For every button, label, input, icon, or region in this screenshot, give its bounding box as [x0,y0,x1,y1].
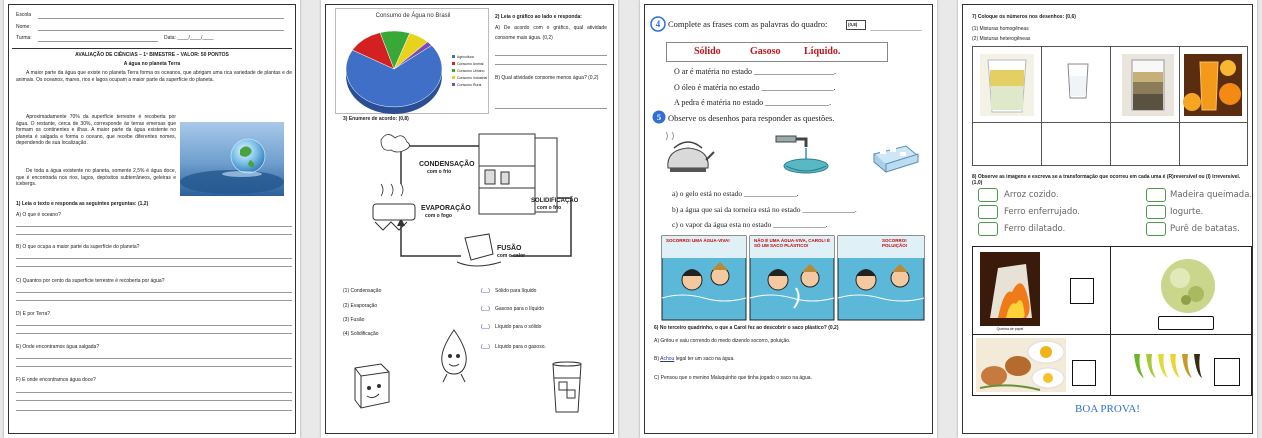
orange-juice-image [1184,54,1242,116]
option-rusted-iron: Ferro enferrujado. [1004,207,1080,217]
ice-cube-character-image [349,360,393,416]
legend-swatch [452,62,455,65]
legend-item [452,74,492,81]
name-label: Nome: [16,24,31,30]
word-solid: Sólido [694,46,721,57]
question-6c: C) Pensou que o menino Maluquinho que tinha jogado o saco na água. [654,375,812,381]
answer-line-1f-3[interactable] [16,410,292,411]
label-solidification: SOLIDIFICAÇÃO [531,198,579,204]
chart-legend [452,53,492,88]
question-7-option-1: (1) Misturas homogêneas [972,26,1029,32]
question-5: Observe os desenhos para responder as questões. [668,113,835,123]
exam-title: AVALIAÇÃO DE CIÊNCIAS – 1º BIMESTRE – VALOR: 50 PONTOS [75,52,229,58]
question-8: 8) Observe as imagens e escreva se a transformação que ocorreu em cada uma é (R)reversível ou (I) irreversível. (1,0) [972,174,1241,186]
legend-item [452,60,492,67]
question-1a: A) O que é oceano? [16,212,61,218]
checkbox-rice[interactable] [978,188,998,202]
paragraph-2: Aproximadamente 70% da superfície terrestre é recoberta por água. O restante, cerca de 30%, corresponde às terras emersas que formam os continentes e ilhas. A maior parte da água existente no planeta é salgada e forma o oceano, que recebe diferentes nomes, dependendo de sua localização. [16,114,176,147]
match-row-3: Líquido para o sólido [495,324,542,330]
answer-line-2b[interactable] [495,108,607,109]
question-4-rule [870,30,922,31]
match-row-2: Gasoso para o líquido [495,306,544,312]
header-divider [12,48,292,49]
option-3: (3) Fusão [343,317,365,323]
question-1e: E) Onde encontramos água salgada? [16,344,100,350]
page-2 [321,0,618,438]
answer-line-1e-1[interactable] [16,358,292,359]
word-liquid: Líquido. [804,46,841,57]
class-label: Turma: [16,35,32,41]
match-blank-1[interactable]: (__) [481,288,490,294]
question-6b [654,356,735,362]
answer-line-1a-1[interactable] [16,226,292,227]
answer-line-1e-2[interactable] [16,366,292,367]
match-row-4: Líquido para o gasoso. [495,344,546,350]
water-drop-character-image [437,328,471,384]
eggs-image [976,338,1066,392]
answer-box-banana[interactable] [1214,358,1240,386]
answer-line-1d-1[interactable] [16,325,292,326]
answer-line-2a-1[interactable] [495,55,607,56]
question-7: 7) Coloque os números nos desenhos: (0,6) [972,14,1076,20]
page-1 [4,0,300,438]
comic-strip [662,236,924,320]
date-label: Data: ____/____/____ [164,35,214,41]
match-row-1: Sólido para líquido [495,288,537,294]
legend-swatch [452,55,455,58]
option-dilated-iron: Ferro dilatado. [1004,224,1066,234]
question-6b-link[interactable]: Achou [660,356,675,362]
legend-label: Consumo Urbano [457,68,485,73]
water-glass-image [1066,62,1090,102]
answer-box-paper[interactable] [1070,278,1094,304]
question-5a: a) o gelo está no estado ______________. [672,189,799,198]
match-blank-3[interactable]: (__) [481,324,490,330]
label-fusion: FUSÃO [497,245,522,252]
burning-paper-image [980,252,1040,326]
answer-box-eggs[interactable] [1072,360,1096,386]
faucet-basin-image [768,132,830,176]
option-2: (2) Evaporação [343,303,378,309]
water-consumption-chart [335,8,489,114]
legend-swatch [452,69,455,72]
answer-line-1c-1[interactable] [16,292,292,293]
burning-paper-caption: Queima de papel [996,327,1024,331]
question-3: 3) Enumere de acordo: (0,8) [343,116,409,122]
page-3 [640,0,937,438]
sentence-oil: O óleo é matéria no estado __________________. [674,83,836,92]
question-1f: F) E onde encontramos água doce? [16,377,96,383]
question-5c: c) o vapor da água esta no estado ______________. [672,220,828,229]
footer-good-luck: BOA PROVA! [1075,403,1140,415]
page-1-border [8,4,296,434]
option-1: (1) Condensação [343,288,382,294]
sentence-air: O ar é matéria no estado ____________________. [674,67,836,76]
question-6b-prefix: B) [654,356,661,362]
state-changes-diagram [361,126,587,276]
option-yogurt: Iogurte. [1170,207,1204,217]
label-fusion-sub: com o calor [497,253,526,259]
question-2a: A) De acordo com o gráfico, qual atividade consome mais água. (0,2) [495,25,607,41]
answer-line-1b-2[interactable] [16,266,292,267]
question-6a: A) Gritou e saiu correndo do medo dizendo socorro, poluição. [654,338,791,344]
legend-label: Consumo Rural [457,82,482,87]
legend-swatch [452,83,455,86]
grid-divider-row [972,122,1248,123]
question-1d: D) E por Terra? [16,311,51,317]
school-label: Escola [16,12,32,18]
question-1b: B) O que ocupa a maior parte da superfície do planeta? [16,244,140,250]
legend-item [452,53,492,60]
legend-label: Consumo Animal [457,61,484,66]
name-line[interactable] [38,30,284,31]
pie-chart-svg [342,23,452,111]
text-title: A água no planeta Terra [123,61,181,67]
moldy-orange-image [1156,256,1220,316]
school-line[interactable] [38,18,284,19]
answer-line-1f-2[interactable] [16,400,292,401]
answer-line-1f-1[interactable] [16,392,292,393]
answer-line-1b-1[interactable] [16,258,292,259]
banana-ripening-image [1130,350,1204,380]
comic-panels-image [662,236,924,320]
question-1: 1) Leia o texto e responda as seguintes perguntas: (1,2) [16,201,149,207]
question-5b: b) a água que sai da torneira está no estado ______________. [672,205,857,214]
question-4-number: 4 [655,19,661,29]
legend-item [452,67,492,74]
transform-divider-v [1110,246,1111,396]
layered-sand-jar-image [1122,54,1174,116]
question-5-number: 5 [656,112,662,122]
match-blank-4[interactable]: (__) [481,344,490,350]
question-2: 2) Leia o gráfico ao lado e responda: [495,14,582,20]
label-condensation-sub: com o frio [427,169,452,175]
option-rice: Arroz cozido. [1004,190,1059,200]
checkbox-rusted-iron[interactable] [978,205,998,219]
sentence-stone: A pedra é matéria no estado ________________. [674,98,832,107]
question-7-option-2: (2) Misturas heterogêneas [972,36,1031,42]
answer-box-orange[interactable] [1158,316,1214,330]
answer-line-1a-2[interactable] [16,234,292,235]
chart-title: Consumo de Água no Brasil [375,13,451,19]
grid-divider-1 [1041,46,1042,166]
comic-balloon-3: SOCORRO! POLUIÇÃO! [882,238,908,248]
label-evaporation: EVAPORAÇÃO [421,205,471,212]
legend-label: Agricultura [457,54,474,59]
question-4-score: (0,8) [848,22,858,27]
page-4 [958,0,1257,438]
question-2b: B) Qual atividade consome menos água? (0,2) [495,75,599,81]
match-blank-2[interactable]: (__) [481,306,490,312]
answer-line-1c-2[interactable] [16,300,292,301]
label-evaporation-sub: com o fogo [425,213,452,219]
checkbox-burnt-wood[interactable] [1146,188,1166,202]
question-4: Complete as frases com as palavras do quadro: [668,19,828,29]
question-6b-rest: legal ter um saco na água. [674,356,735,362]
paragraph-3: De toda a água existente no planeta, somente 2,5% é água doce, que é encontrada nos rios, lagos, depósitos subterrâneos, geleiras e icebergs. [16,168,176,188]
glass-with-ice-image [549,360,585,416]
class-line[interactable] [38,41,158,42]
ice-tray-image [870,142,920,178]
word-gaseous: Gasoso [750,46,781,57]
label-solidification-sub: com o frio [537,205,562,211]
option-burnt-wood: Madeira queimada. [1170,190,1253,200]
kettle-image [660,132,716,174]
water-globe-image [180,122,284,196]
legend-item [452,81,492,88]
question-1c: C) Quantos por cento da superfície terrestre é recoberta por água? [16,278,165,284]
checkbox-yogurt[interactable] [1146,205,1166,219]
paragraph-1: A maior parte da água que existe no planeta Terra forma os oceanos, que abrigam uma rica variedade de plantas e de animais. Os oceanos, mares, rios e lagos ocupam a maior parte da superfície do planeta. [16,70,292,83]
question-6: 6) No terceiro quadrinho, o que a Carol fez ao descobrir o saco plástico? (0,2) [654,325,839,331]
answer-line-1d-2[interactable] [16,333,292,334]
option-4: (4) Solidificação [343,331,379,337]
legend-label: Consumo Industrial [457,75,488,80]
comic-balloon-1: SOCORRO! UMA ÁGUA-VIVA! [666,238,730,243]
grid-divider-3 [1179,46,1180,166]
answer-line-2a-2[interactable] [495,64,607,65]
checkbox-dilated-iron[interactable] [978,222,998,236]
grid-divider-2 [1110,46,1111,166]
transform-divider-h [972,334,1252,335]
option-mashed-potato: Purê de batatas. [1170,224,1240,234]
legend-swatch [452,76,455,79]
oil-water-glass-image [980,54,1034,116]
comic-balloon-2: NÃO É UMA ÁGUA-VIVA, CAROL! É SÓ UM SACO PLÁSTICO! [754,238,830,248]
label-condensation: CONDENSAÇÃO [419,161,475,168]
checkbox-mashed-potato[interactable] [1146,222,1166,236]
